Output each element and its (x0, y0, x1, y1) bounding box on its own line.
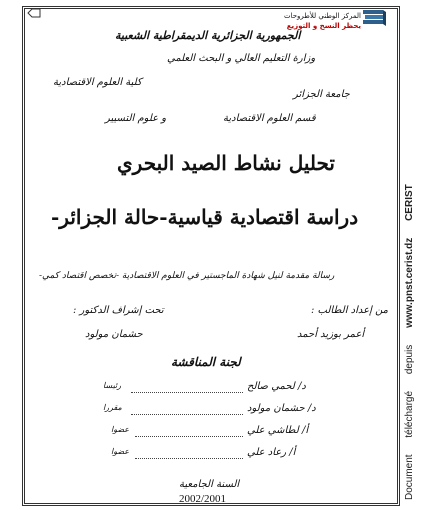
department-line: قسم العلوم الاقتصادية (223, 113, 316, 124)
committee-dotted-line (135, 458, 243, 459)
committee-member-name: د/ لحمي صالح (247, 381, 306, 392)
caption-site: www.pnst.cerist.dz (404, 237, 415, 328)
committee-member-role: رئيسا (103, 381, 122, 390)
committee-dotted-line (135, 436, 243, 437)
thesis-center-stamp (283, 8, 391, 36)
document-page (22, 6, 400, 506)
academic-year-label: السنة الجامعية (179, 479, 240, 490)
author-label: من إعداد الطالب : (311, 305, 389, 316)
thesis-title-line-1: تحليل نشاط الصيد البحري (117, 151, 335, 175)
committee-member-role: عضوا (111, 447, 130, 456)
committee-title: لجنة المناقشة (171, 355, 241, 369)
ministry-line: وزارة التعليم العالي و البحث العلمي (167, 53, 316, 64)
committee-member-name: أ/ رعاد علي (247, 447, 296, 458)
republic-line: الجمهورية الجزائرية الديمقراطية الشعبية (115, 29, 301, 42)
committee-member-role: عضوا (111, 425, 130, 434)
download-caption (404, 184, 415, 500)
committee-member-role: مقررا (103, 403, 122, 412)
supervisor-label: تحت إشراف الدكتور : (73, 305, 164, 316)
book-stack-icon (361, 8, 387, 28)
committee-dotted-line (131, 414, 243, 415)
caption-document: Document (404, 454, 415, 500)
university-line: جامعة الجزائر (293, 89, 350, 100)
committee-member-name: أ/ لطاشي علي (247, 425, 309, 436)
corner-mark-icon (27, 7, 41, 19)
author-name: أعمر بوزيد أحمد (297, 329, 365, 340)
caption-cerist: CERIST (404, 184, 415, 221)
thesis-note: رسالة مقدمة لنيل شهادة الماجستير في العلوم الاقتصادية -تخصص اقتصاد كمي- (39, 271, 335, 281)
caption-telecharge: téléchargé (404, 390, 415, 438)
thesis-title-line-2: دراسة اقتصادية قياسية-حالة الجزائر- (51, 205, 359, 229)
faculty-line: كلية العلوم الاقتصادية (53, 77, 142, 88)
stamp-line-1: المركز الوطني للأطروحات (283, 12, 361, 20)
supervisor-name: حشمان مولود (85, 329, 143, 340)
committee-dotted-line (131, 392, 243, 393)
committee-member-name: د/ حشمان مولود (247, 403, 316, 414)
academic-year: 2002/2001 (179, 493, 227, 505)
stamp-line-2: يحظر النسخ و التوزيع (286, 22, 361, 30)
caption-depuis: depuis (404, 344, 415, 375)
faculty-line-2: و علوم التسيير (105, 113, 167, 124)
